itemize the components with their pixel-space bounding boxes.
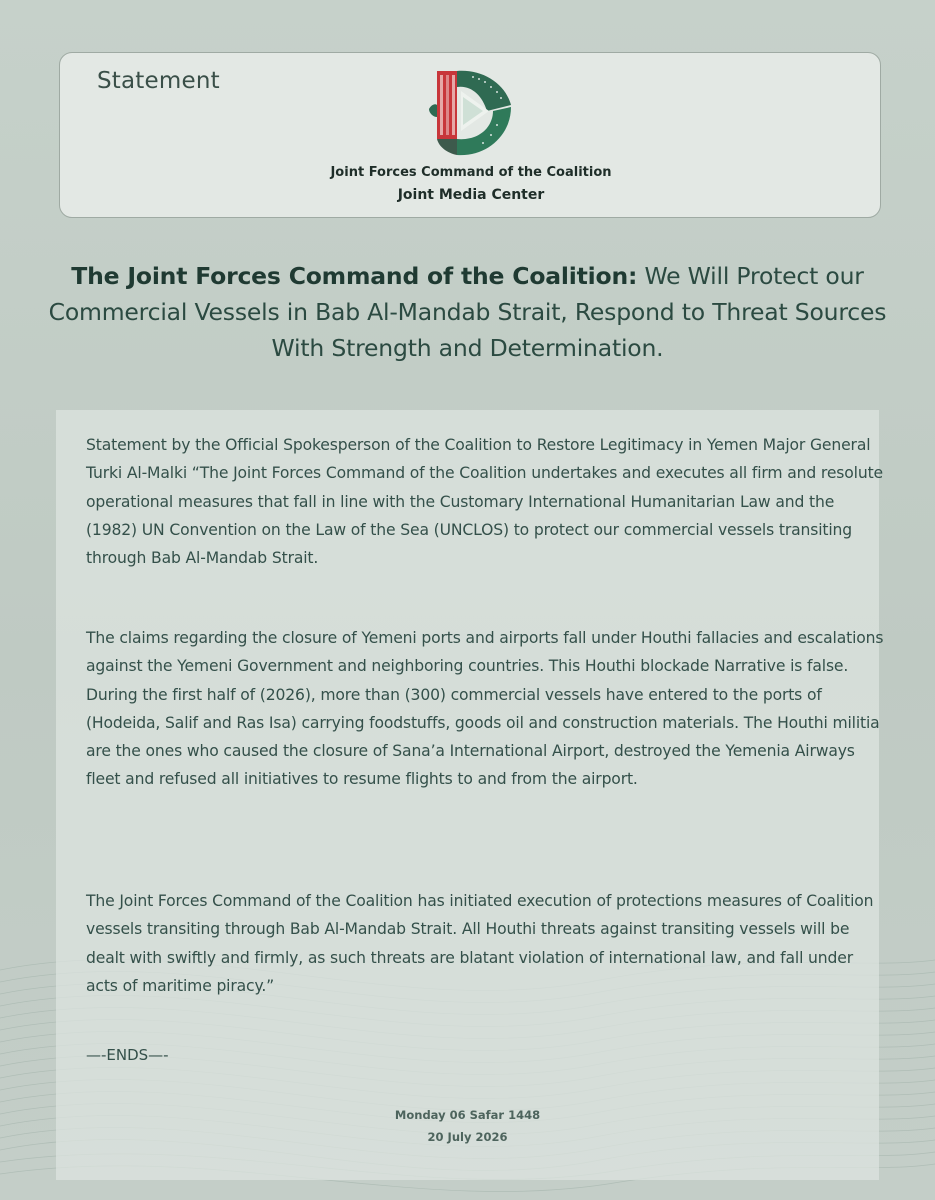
gregorian-date: 20 July 2026 — [427, 1130, 508, 1144]
paragraph-2: The claims regarding the closure of Yemeni ports and airports fall under Houthi fallacies and escalations against the Yemeni Government and neighboring countries. This Houthi blockade Narrative is false. During the first half of (2026), more than (300) commercial vessels have entered to the ports of (Hodeida, Salif and Ras Isa) carrying foodstuffs, goods oil and construction materials. The Houthi militia are the ones who caused the closure of Sana’a International Airport, destroyed the Yemenia Airways fleet and refused all initiatives to resume flights to and from the airport. — [86, 629, 884, 789]
ends-marker: —-ENDS—- — [86, 1046, 169, 1064]
coalition-emblem-icon — [427, 65, 517, 161]
headline — [40, 258, 895, 366]
statement-label: Statement — [97, 68, 220, 94]
media-center-name: Joint Media Center — [397, 187, 545, 203]
paragraph-3: The Joint Forces Command of the Coalition has initiated execution of protections measures of Coalition vessels transiting through Bab Al-Mandab Strait. All Houthi threats against transiting vessels will be dealt with swiftly and firmly, as such threats are blatant violation of international law, and fall under acts of maritime piracy.” — [86, 892, 874, 995]
headline-rest: We Will Protect our Commercial Vessels in Bab Al-Mandab Strait, Respond to Threat Sources With Strength and Determination. — [48, 262, 887, 362]
headline-lead: The Joint Forces Command of the Coalition: — [71, 262, 638, 290]
paragraph-1: Statement by the Official Spokesperson of the Coalition to Restore Legitimacy in Yemen Major General Turki Al-Malki “The Joint Forces Command of the Coalition undertakes and executes all firm and resolute operational measures that fall in line with the Customary International Humanitarian Law and the (1982) UN Convention on the Law of the Sea (UNCLOS) to protect our commercial vessels transiting through Bab Al-Mandab Strait. — [86, 436, 883, 568]
org-name: Joint Forces Command of the Coalition — [330, 165, 612, 180]
hijri-date: Monday 06 Safar 1448 — [394, 1108, 541, 1122]
